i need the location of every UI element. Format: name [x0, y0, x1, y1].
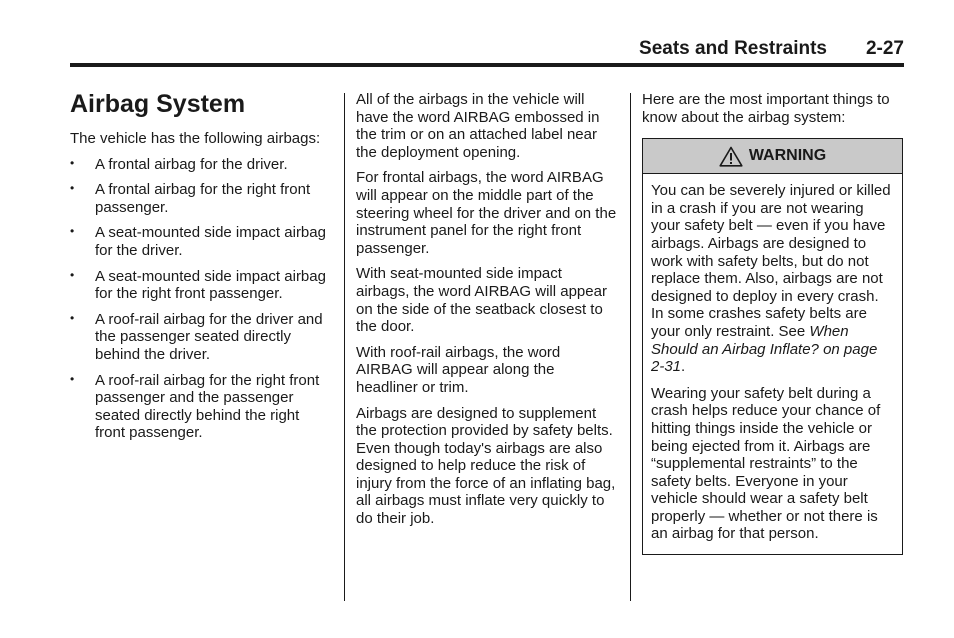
cross-reference: When Should an Airbag Inflate? on page 2-31: [651, 322, 878, 376]
paragraph: With roof-rail airbags, the word AIRBAG will appear along the headliner or trim.: [356, 343, 561, 396]
page-number: 2-27: [865, 38, 904, 59]
paragraph: For frontal airbags, the word AIRBAG will appear on the middle part of the steering wheel for the driver and on the instrument panel for the right front passenger.: [356, 169, 617, 257]
bullet-icon: •: [70, 310, 75, 325]
bullet-icon: •: [70, 371, 75, 386]
warning-box: [642, 138, 903, 555]
warning-text: You can be severely injured or killed in a crash if you are not wearing your safety belt — even if you have airbags. Airbags are designed to work with safety belts, but do not replace them. Also, airbags are not designed to deploy in every crash. In some crashes safety belts are your only restraint. See: [651, 182, 891, 340]
list-item-text: A frontal airbag for the driver.: [95, 155, 288, 173]
paragraph: Airbags are designed to supplement the protection provided by safety belts. Even though today's airbags are also designed to help reduce the risk of injury from the force of an inflating bag, all airbags must inflate very quickly to do their job.: [356, 404, 616, 528]
list-item: [70, 268, 332, 303]
airbag-list: [70, 156, 332, 442]
warning-header: [643, 139, 902, 174]
column-1: [70, 90, 332, 450]
list-item-text: A roof-rail airbag for the right front passenger and the passenger seated directly behind the right front passenger.: [95, 371, 320, 442]
warning-triangle-icon: [719, 146, 743, 167]
bullet-icon: •: [70, 155, 75, 170]
section-heading: Airbag System: [70, 90, 246, 118]
list-item: [70, 311, 332, 364]
list-item: [70, 372, 332, 442]
list-item: [70, 156, 332, 174]
column-2: [356, 91, 618, 536]
list-item: [70, 181, 332, 216]
header-rule: [70, 63, 904, 67]
warning-text-end: .: [681, 358, 686, 376]
list-item-text: A frontal airbag for the right front passenger.: [95, 181, 311, 216]
warning-paragraph: [651, 182, 894, 376]
column-divider-2: [630, 93, 631, 601]
paragraph: With seat-mounted side impact airbags, the word AIRBAG will appear on the side of the seatback closest to the door.: [356, 265, 607, 336]
bullet-icon: •: [70, 267, 75, 282]
paragraph: All of the airbags in the vehicle will have the word AIRBAG embossed in the trim or on an attached label near the deployment opening.: [356, 91, 600, 161]
list-item-text: A roof-rail airbag for the driver and the passenger seated directly behind the driver.: [95, 310, 323, 363]
column-3: [642, 91, 904, 555]
intro-text: The vehicle has the following airbags:: [70, 130, 321, 147]
column-divider-1: [344, 93, 345, 601]
list-item: [70, 224, 332, 259]
list-item-text: A seat-mounted side impact airbag for the driver.: [95, 224, 326, 259]
section-title: Seats and Restraints: [639, 38, 827, 59]
warning-body: [643, 174, 902, 554]
warning-label: WARNING: [748, 147, 827, 165]
bullet-icon: •: [70, 224, 75, 239]
intro-text: Here are the most important things to know about the airbag system:: [642, 91, 890, 126]
bullet-icon: •: [70, 181, 75, 196]
page-header: [70, 38, 904, 64]
list-item-text: A seat-mounted side impact airbag for the right front passenger.: [95, 267, 326, 303]
warning-paragraph: Wearing your safety belt during a crash helps reduce your chance of hitting things inside the vehicle or being ejected from it. Airbags are “supplemental restraints” to the safety belts. Everyone in your vehicle should wear a safety belt properly — whether or not there is an airbag for that person.: [651, 384, 881, 543]
